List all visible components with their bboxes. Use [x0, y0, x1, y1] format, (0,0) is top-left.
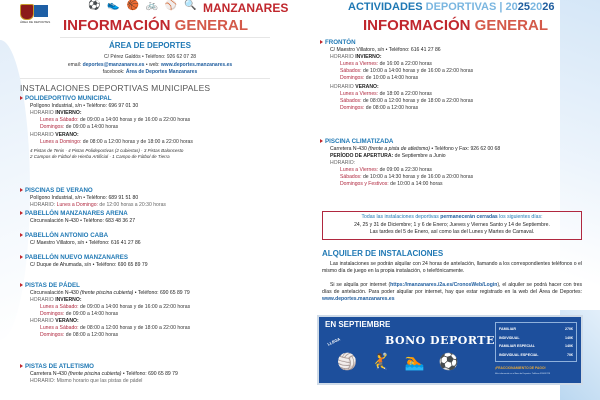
- year-part: 25: [517, 1, 531, 13]
- days: Lunes a Viernes:: [340, 167, 379, 173]
- hours: de 10:00 a 14:00 horas: [365, 75, 419, 81]
- web-label: web:: [148, 62, 160, 68]
- contact-email-web: email: deportes@manzanares.es • web: www.deportes.manzanares.es: [67, 62, 233, 68]
- hours: de 09:00 a 14:00 horas: [65, 124, 119, 130]
- days: Domingos:: [340, 75, 365, 81]
- schedule-label: [20, 297, 290, 304]
- days: Lunes a Sábado:: [40, 117, 79, 123]
- bullet-arrow-icon: [20, 283, 23, 287]
- year-part: 20: [530, 1, 543, 13]
- year-part: 20: [505, 1, 518, 13]
- label: HORARIO: [330, 84, 354, 90]
- price-label: FAMILIAR ESPECIAL: [499, 344, 535, 348]
- schedule-label: [20, 132, 290, 139]
- price-value: 140€: [565, 344, 573, 348]
- web-link[interactable]: www.deportes.manzanares.es: [322, 296, 395, 302]
- address: Circunvalación N-430: [30, 290, 79, 296]
- phone: Teléfono: 683 48 36 27: [83, 218, 136, 224]
- address: Polígono Industrial, s/n: [30, 103, 82, 109]
- notice-line: 24, 25 y 31 de Diciembre; 1 y 6 de Enero; Jueves y Viernes Santo y 14 de Septiembre.: [354, 221, 550, 228]
- phone: Teléfono: 690 65 89 79: [95, 262, 148, 268]
- schedule-row: [20, 325, 290, 332]
- season: INVIERNO:: [55, 297, 82, 303]
- closure-notice: [322, 211, 582, 240]
- label: HORARIO: [330, 54, 354, 60]
- sport-icons-decoration: ⚽ 👟 🏀 🚲 ⚾ 🔍: [88, 0, 199, 11]
- right-page: [300, 0, 600, 400]
- days: Lunes a Viernes:: [340, 61, 379, 67]
- title-part-b: GENERAL: [474, 17, 549, 34]
- days: Domingos:: [40, 311, 65, 317]
- facility-heading: [20, 187, 290, 195]
- schedule-row: [320, 181, 590, 188]
- facility-nuevo: [20, 254, 290, 269]
- bullet-arrow-icon: [20, 233, 23, 237]
- banner-info: Más información en el Área de Deportes. Teléfono 926620728: [495, 373, 550, 375]
- year-part: 26: [542, 1, 555, 13]
- emphasis: permanecerán cerradas: [440, 214, 498, 220]
- phone: 926 62 07 28: [166, 54, 197, 60]
- days: Lunes a Sábado:: [40, 304, 79, 310]
- contact-address: C/ Pérez Galdós • Teléfono: 926 62 07 28: [103, 54, 197, 60]
- facility-padel: [20, 282, 290, 339]
- schedule-label: [320, 54, 590, 61]
- bullet-arrow-icon: [20, 188, 23, 192]
- days: Domingos y Festivos:: [340, 181, 389, 187]
- bullet-arrow-icon: [20, 364, 23, 368]
- alquiler-title: ALQUILER DE INSTALACIONES: [322, 249, 444, 258]
- days: Lunes a Sábado:: [40, 325, 79, 331]
- facility-heading: [20, 254, 290, 262]
- facility-contact: Circunvalación N-430 • Teléfono: 683 48 36 27: [30, 218, 136, 224]
- price-label: FAMILIAR: [499, 327, 516, 331]
- hours: de 18:00 a 22:00 horas: [379, 91, 432, 97]
- facility-piscina-climatizada: [320, 138, 590, 188]
- facility-name: PISTAS DE ATLETISMO: [25, 363, 94, 370]
- notice-line: [323, 214, 581, 222]
- address: Circunvalación N-430: [30, 218, 79, 224]
- web-link[interactable]: www.deportes.manzanares.es: [160, 62, 233, 68]
- separator: |: [499, 1, 503, 13]
- price-row: [499, 351, 573, 360]
- schedule-row: [320, 61, 590, 68]
- address: Carretera N-430: [330, 146, 367, 152]
- title-part-a: INFORMACIÓN: [63, 17, 171, 34]
- top-word: MANZANARES: [203, 1, 289, 15]
- facebook-link[interactable]: Área de Deportes Manzanares: [125, 69, 198, 75]
- facility-contact: Polígono Industrial, s/n • Teléfono: 689 91 51 80: [30, 195, 139, 201]
- facility-fronton: [320, 39, 590, 112]
- schedule-row: [320, 167, 590, 174]
- season: INVIERNO:: [55, 110, 82, 116]
- text: los siguientes días:: [499, 214, 543, 220]
- title-part-b: GENERAL: [174, 17, 249, 34]
- label: HORARIO:: [30, 378, 56, 384]
- schedule-label: [320, 84, 590, 91]
- bullet-arrow-icon: [20, 255, 23, 259]
- address: C/ Pérez Galdós: [103, 54, 141, 60]
- price-label: INDIVIDUAL: [499, 335, 520, 340]
- days: Sábados:: [340, 68, 362, 74]
- facility-heading: [20, 232, 290, 240]
- schedule-row: [320, 98, 590, 105]
- page-title: [63, 17, 248, 34]
- price-row: [499, 325, 573, 334]
- facility-contact: C/ Maestro Villatoro, s/n • Teléfono: 616 41 27 86: [30, 240, 141, 246]
- hours: de 08:00 a 12:00 horas: [365, 105, 419, 111]
- schedule-row: [20, 378, 290, 385]
- label: PERÍODO DE APERTURA:: [330, 153, 394, 159]
- address-note: (frente a pista de atletismo): [368, 146, 430, 152]
- days: Domingos:: [40, 332, 65, 338]
- schedule-row: [320, 75, 590, 82]
- days: Domingos:: [40, 124, 65, 130]
- facility-contact: Circunvalación N-430 (frente piscina cubierta) • Teléfono: 690 65 89 79: [30, 290, 190, 296]
- area-deportes-logo: [20, 4, 50, 26]
- address: Carretera N-430: [30, 371, 67, 377]
- hours: de 10:00 a 14:00 horas y de 16:00 a 22:00 horas: [362, 68, 474, 74]
- facility-name: PABELLÓN NUEVO MANZANARES: [25, 254, 129, 261]
- hours: de 08:00 a 12:00 horas y de 18:00 a 22:00 horas: [79, 325, 191, 331]
- page-title: [363, 17, 548, 34]
- bullet-arrow-icon: [320, 40, 323, 44]
- phone: Teléfono: 690 65 89 79: [137, 290, 190, 296]
- address-note: (frente piscina cubierta): [80, 290, 134, 296]
- address-note: (frente piscina cubierta): [68, 371, 122, 377]
- schedule-row: [20, 304, 290, 311]
- facility-contact: Carretera N-430 (frente a pista de atletismo) • Teléfono y Fax: 926 62 00 68: [330, 146, 501, 152]
- act-word-a: ACTIVIDADES: [348, 1, 423, 13]
- season: INVIERNO:: [355, 54, 382, 60]
- facility-name: FRONTÓN: [325, 39, 356, 46]
- label: HORARIO: [30, 132, 54, 138]
- hours: de 12:00 horas a 20:30 horas: [99, 202, 166, 208]
- phone: Teléfono: 696 97 01 30: [86, 103, 139, 109]
- act-word-b: DEPORTIVAS: [425, 1, 497, 13]
- facility-contact: Polígono Industrial, s/n • Teléfono: 696 97 01 30: [30, 103, 139, 109]
- title-part-a: INFORMACIÓN: [363, 17, 471, 34]
- hours: de 09:00 a 14:00 horas y de 16:00 a 22:00 horas: [79, 304, 191, 310]
- facility-name: PABELLÓN MANZANARES ARENA: [25, 210, 128, 217]
- facebook-label: facebook:: [102, 69, 125, 75]
- days: Lunes a Domingo:: [40, 139, 82, 145]
- price-label: INDIVIDUAL ESPECIAL: [499, 352, 539, 357]
- banner-llega: LLEGA: [326, 336, 341, 347]
- alquiler-paragraph-2: [322, 282, 582, 303]
- address: Polígono Industrial, s/n: [30, 195, 82, 201]
- days: Sábados:: [340, 174, 362, 180]
- facility-heading: [320, 39, 590, 47]
- price-row: [499, 342, 573, 351]
- schedule-label: [20, 110, 290, 117]
- season: VERANO:: [55, 132, 79, 138]
- alquiler-paragraph-1: Las instalaciones se podrán alquilar con 24 horas de antelación, llamando a los correspondientes teléfonos o el mismo día de juego en la propia instalación, o telefónicamente.: [322, 261, 582, 274]
- fraccionamiento-note: ¡FRACCIONAMIENTO DE PAGO!: [495, 366, 546, 370]
- phone: Teléfono: 616 41 27 86: [388, 47, 441, 53]
- email-link[interactable]: deportes@manzanares.es: [82, 62, 145, 68]
- bullet-arrow-icon: [20, 96, 23, 100]
- opening-period: [320, 153, 590, 160]
- banner-title: BONO DEPORTE: [385, 334, 495, 347]
- facility-contact: C/ Maestro Villatoro, s/n • Teléfono: 616 41 27 86: [330, 47, 441, 53]
- days: Sábados:: [340, 98, 362, 104]
- label: HORARIO: [30, 318, 54, 324]
- label: HORARIO: [30, 297, 54, 303]
- schedule-row: [20, 311, 290, 318]
- season: VERANO:: [355, 84, 379, 90]
- season: VERANO:: [55, 318, 79, 324]
- facility-name: POLIDEPORTIVO MUNICIPAL: [25, 95, 112, 102]
- hours: de 08:00 a 12:00 horas y de 18:00 a 22:00 horas: [82, 139, 193, 145]
- facility-name: PISCINAS DE VERANO: [25, 187, 93, 194]
- hours: de 09:00 a 14:00 horas y de 16:00 a 22:00 horas: [79, 117, 191, 123]
- facility-arena: [20, 210, 290, 225]
- bullet-arrow-icon: [20, 211, 23, 215]
- phone: Teléfono y Fax: 926 62 00 68: [434, 146, 501, 152]
- coat-of-arms-icon: [20, 4, 34, 20]
- text: Si se alquila por internet (: [330, 282, 391, 288]
- activities-header: [348, 1, 555, 13]
- cronos-login-link[interactable]: https://manzanares.i2a.es/CronosWeb/Login: [390, 282, 498, 288]
- deportes-logo-icon: [34, 5, 48, 17]
- schedule-row: [20, 202, 290, 209]
- facility-piscinas-verano: [20, 187, 290, 209]
- facility-atletismo: [20, 363, 290, 385]
- divider: [60, 37, 270, 38]
- phone: Teléfono: 690 65 89 79: [126, 371, 178, 377]
- hours: de 16:00 a 22:00 horas: [379, 61, 432, 67]
- facilities-list: 4 Pistas de Tenis · 4 Pistas Polideportivas (2 cubiertas) · 3 Pistas Baloncesto: [30, 148, 184, 153]
- days: Lunes a Viernes:: [340, 91, 379, 97]
- hours: de 09:00 a 14:00 horas: [65, 311, 119, 317]
- facility-heading: [20, 363, 290, 371]
- schedule-row: [20, 332, 290, 339]
- price-row: [499, 334, 573, 343]
- schedule-row: [320, 91, 590, 98]
- schedule-row: [320, 68, 590, 75]
- hours: Mismo horario que las pistas de pádel: [56, 378, 143, 384]
- schedule-row: [20, 117, 290, 124]
- schedule-label: [320, 160, 590, 167]
- facility-contact: C/ Duque de Ahumada, s/n • Teléfono: 690 65 89 79: [30, 262, 148, 268]
- facility-name: PISCINA CLIMATIZADA: [325, 138, 394, 145]
- text: Todas las instalaciones deportivas: [361, 214, 439, 220]
- facility-heading: [20, 210, 290, 218]
- area-title: ÁREA DE DEPORTES: [109, 41, 191, 50]
- phone: Teléfono: 689 91 51 80: [86, 195, 139, 201]
- contact-facebook: [40, 69, 260, 75]
- facility-name: PISTAS DE PÁDEL: [25, 282, 80, 289]
- hours: de 08:00 a 12:00 horas y de 18:00 a 22:00 horas: [362, 98, 474, 104]
- facilities-list: 2 Campos de Fútbol de Hierba Artificial · 1 Campo de Fútbol de Tierra: [30, 154, 170, 159]
- divider: [20, 78, 270, 79]
- price-table: [495, 322, 577, 362]
- label: HORARIO: [30, 110, 54, 116]
- facility-contact: Carretera N-430 (frente piscina cubierta) • Teléfono: 690 65 89 79: [30, 371, 178, 377]
- season-year: [506, 1, 555, 13]
- athlete-silhouettes-icon: 🏐🤾🏊⚽: [337, 354, 473, 371]
- facility-name: PABELLÓN ANTONIO CABA: [25, 232, 109, 239]
- facility-heading: [20, 95, 290, 103]
- schedule-row: [320, 174, 590, 181]
- bono-deporte-banner: [317, 315, 583, 385]
- hours: de 09:00 a 22:30 horas: [379, 167, 432, 173]
- facility-heading: [320, 138, 590, 146]
- facility-heading: [20, 282, 290, 290]
- facility-caba: [20, 232, 290, 247]
- facility-polideportivo: [20, 95, 290, 160]
- address: C/ Maestro Villatoro, s/n: [30, 240, 85, 246]
- section-title: INSTALACIONES DEPORTIVAS MUNICIPALES: [20, 83, 211, 93]
- price-value: 270€: [565, 327, 573, 331]
- address: C/ Maestro Villatoro, s/n: [330, 47, 385, 53]
- days: Domingos:: [340, 105, 365, 111]
- schedule-label: [20, 318, 290, 325]
- email-label: email:: [67, 62, 82, 68]
- phone: Teléfono: 616 41 27 86: [88, 240, 141, 246]
- bullet-arrow-icon: [320, 139, 323, 143]
- hours: de 10:00 a 14:30 horas y de 16:00 a 20:00 horas: [362, 174, 474, 180]
- label: HORARIO:: [330, 160, 356, 166]
- schedule-row: [20, 124, 290, 131]
- value: de Septiembre a Junio: [394, 153, 446, 159]
- address: C/ Duque de Ahumada, s/n: [30, 262, 92, 268]
- price-value: 140€: [565, 335, 573, 340]
- label: HORARIO:: [30, 202, 56, 208]
- price-value: 70€: [567, 352, 573, 357]
- days: Lunes a Domingo:: [56, 202, 98, 208]
- hours: de 10:00 a 14:00 horas: [390, 181, 443, 187]
- notice-line: Las tardes del 5 de Enero, así como las del Lunes y Martes de Carnaval.: [369, 229, 535, 235]
- schedule-row: [320, 105, 590, 112]
- text: ), el alquiler se podrá hacer con tres días de antelación. Para poder alquilar por internet, hay que estar registrado en la web del Área de Deportes:: [322, 282, 582, 295]
- banner-headline: EN SEPTIEMBRE: [325, 320, 391, 329]
- phone-label: Teléfono:: [145, 54, 166, 60]
- hours: de 08:00 a 12:00 horas: [65, 332, 119, 338]
- logo-caption: ÁREA DE DEPORTES: [20, 20, 51, 24]
- schedule-row: [20, 139, 290, 146]
